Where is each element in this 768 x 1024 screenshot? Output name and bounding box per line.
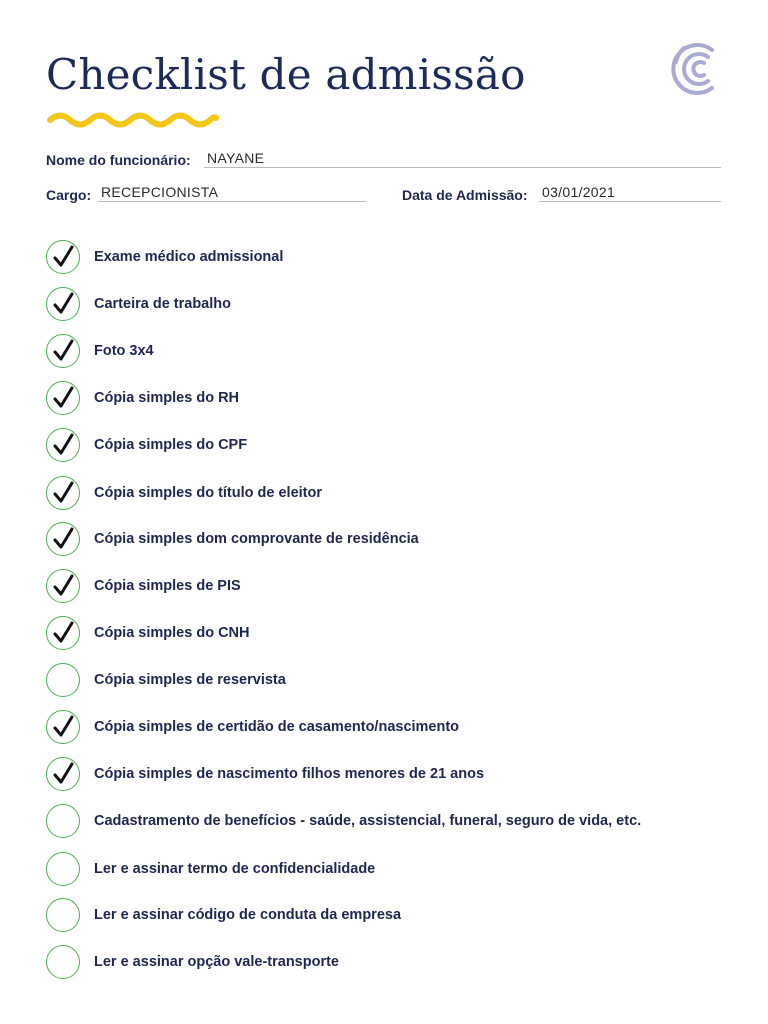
checklist-item-label: Ler e assinar código de conduta da empresa [94, 907, 402, 923]
checklist-item-label: Cópia simples de reservista [94, 672, 286, 688]
checkbox-circle[interactable] [46, 287, 80, 321]
checklist-item-label: Cópia simples do RH [94, 390, 240, 406]
checklist-item [46, 710, 736, 746]
checklist-item-label: Ler e assinar termo de confidencialidade [94, 861, 376, 877]
checklist-item-label: Cópia simples de PIS [94, 578, 241, 594]
checklist-item [46, 804, 736, 840]
checklist-item [46, 945, 736, 981]
checklist-item [46, 334, 736, 370]
checklist-item [46, 287, 736, 323]
checklist-item [46, 898, 736, 934]
checkmark-icon [53, 762, 75, 786]
checklist-item [46, 663, 736, 699]
checkbox-circle[interactable] [46, 334, 80, 368]
checklist-item-label: Foto 3x4 [94, 343, 154, 359]
checklist-item [46, 428, 736, 464]
checklist-item-label: Ler e assinar opção vale-transporte [94, 954, 339, 970]
checklist-item-label: Cópia simples do CNH [94, 625, 250, 641]
checklist-item-label: Cópia simples do título de eleitor [94, 485, 322, 501]
checkbox-circle[interactable] [46, 804, 80, 838]
checkmark-icon [53, 527, 75, 551]
role-label: Cargo: [46, 187, 92, 203]
role-field[interactable]: RECEPCIONISTA [98, 184, 366, 202]
checklist-item [46, 522, 736, 558]
logo-icon [668, 40, 726, 98]
checkbox-circle[interactable] [46, 428, 80, 462]
checklist-item-label: Exame médico admissional [94, 249, 284, 265]
checkbox-circle[interactable] [46, 852, 80, 886]
checkbox-circle[interactable] [46, 898, 80, 932]
checkbox-circle[interactable] [46, 476, 80, 510]
admission-date-label: Data de Admissão: [402, 187, 528, 203]
checkbox-circle[interactable] [46, 522, 80, 556]
checkbox-circle[interactable] [46, 569, 80, 603]
checkbox-circle[interactable] [46, 710, 80, 744]
checklist-item [46, 852, 736, 888]
checklist-item-label: Carteira de trabalho [94, 296, 231, 312]
checklist-item-label: Cópia simples dom comprovante de residência [94, 531, 419, 547]
checkmark-icon [53, 574, 75, 598]
checkbox-circle[interactable] [46, 381, 80, 415]
checklist-item-label: Cópia simples de nascimento filhos menores de 21 anos [94, 766, 485, 782]
page-title: Checklist de admissão [46, 50, 526, 99]
checkmark-icon [53, 245, 75, 269]
checklist-item [46, 569, 736, 605]
checklist-item-label: Cadastramento de benefícios - saúde, assistencial, funeral, seguro de vida, etc. [94, 813, 642, 829]
checkbox-circle[interactable] [46, 757, 80, 791]
checklist-item [46, 616, 736, 652]
checkbox-circle[interactable] [46, 240, 80, 274]
checkmark-icon [53, 481, 75, 505]
checkbox-circle[interactable] [46, 616, 80, 650]
employee-name-label: Nome do funcionário: [46, 152, 191, 168]
checkmark-icon [53, 386, 75, 410]
checklist-item [46, 757, 736, 793]
checklist-item [46, 240, 736, 276]
checkmark-icon [53, 292, 75, 316]
checkbox-circle[interactable] [46, 945, 80, 979]
wave-decoration-icon [46, 108, 220, 132]
checklist-item [46, 381, 736, 417]
checklist-item-label: Cópia simples de certidão de casamento/nascimento [94, 719, 460, 735]
checkmark-icon [53, 339, 75, 363]
checkmark-icon [53, 621, 75, 645]
checkmark-icon [53, 433, 75, 457]
employee-name-field[interactable]: NAYANE [204, 150, 721, 168]
checklist-item-label: Cópia simples do CPF [94, 437, 248, 453]
admission-date-field[interactable]: 03/01/2021 [539, 184, 721, 202]
checkmark-icon [53, 715, 75, 739]
checkbox-circle[interactable] [46, 663, 80, 697]
checklist-item [46, 476, 736, 512]
